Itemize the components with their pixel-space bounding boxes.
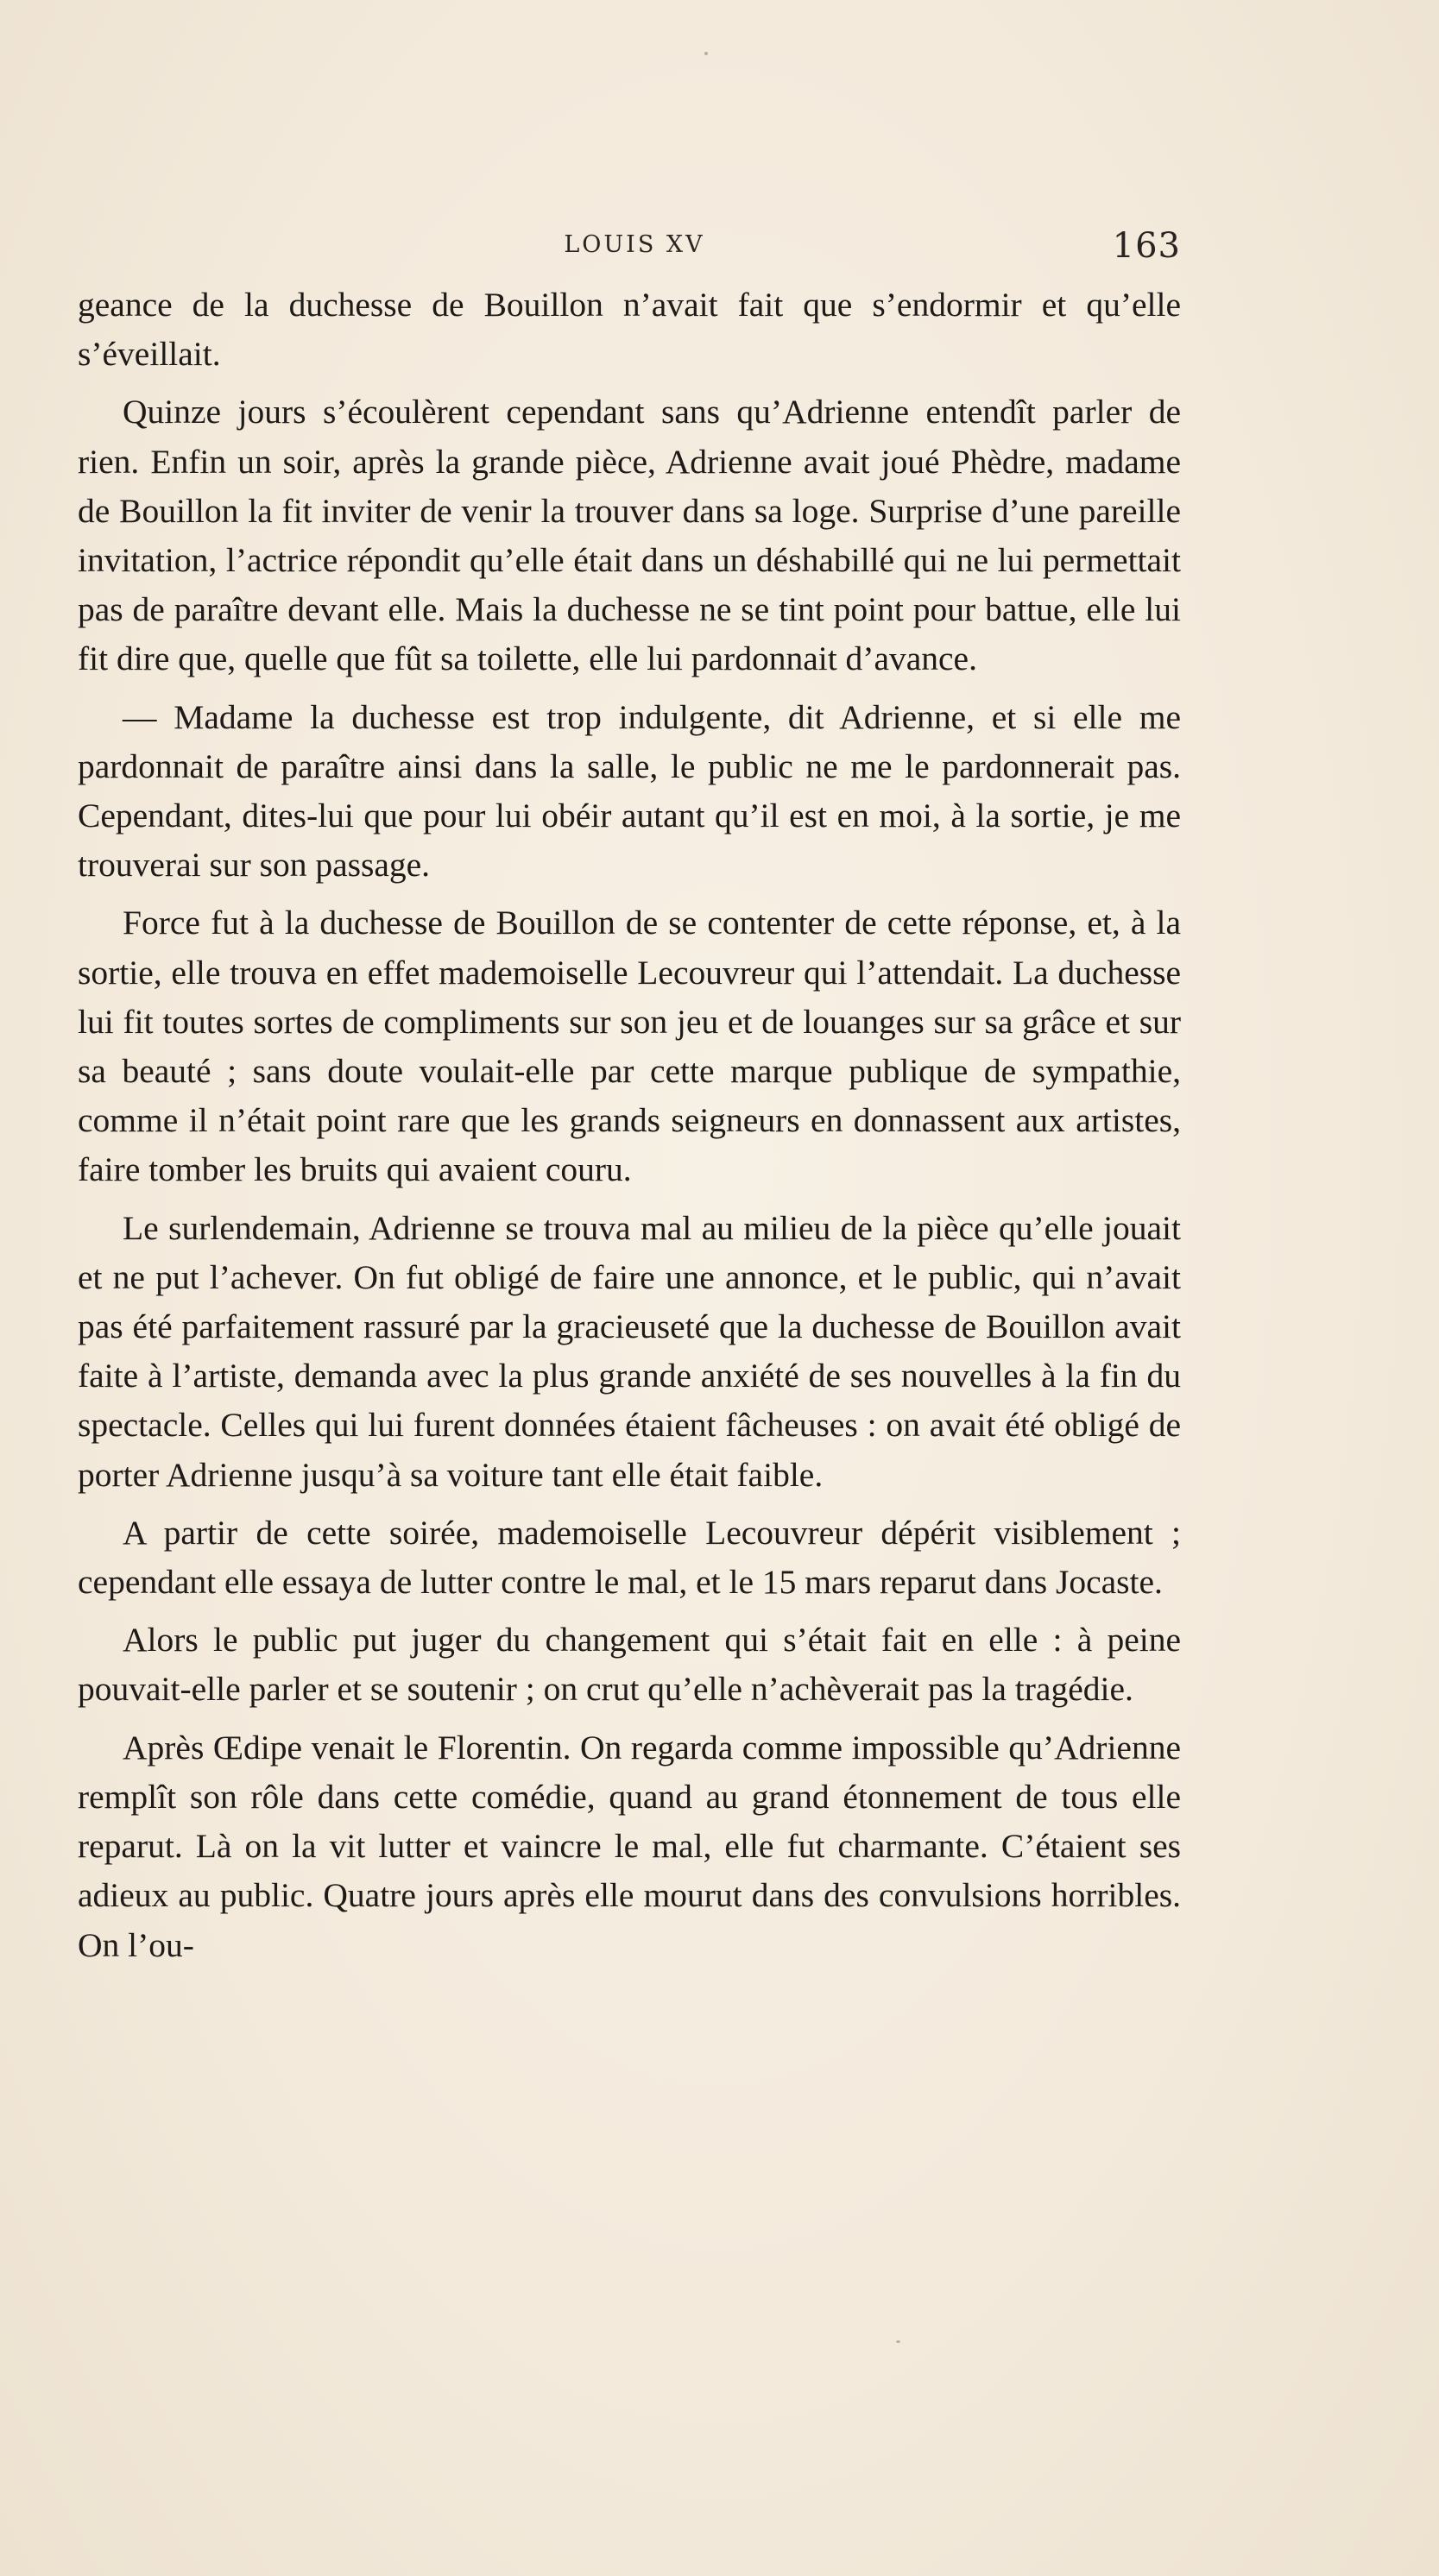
page-header — [78, 226, 1191, 269]
paragraph: Alors le public put juger du changement qui s’était fait en elle : à peine pouvait-elle parler et se soutenir ; on crut qu’elle n’achèverait pas la tragédie. — [78, 1621, 1181, 1709]
page-number: 163 — [1112, 226, 1181, 266]
paper-speck — [704, 52, 708, 55]
paragraph: Le surlendemain, Adrienne se trouva mal au milieu de la pièce qu’elle jouait et ne put l’achever. On fut obligé de faire une annonce, et le public, qui n’avait pas été parfaitement rassuré par la gracieuseté que la duchesse de Bouillon avait faite à l’artiste, demanda avec la plus grande anxiété de ses nouvelles à la fin du spectacle. Celles qui lui furent données étaient fâcheuses : on avait été obligé de porter Adrienne jusqu’à sa voiture tant elle était faible. — [78, 1208, 1181, 1494]
paragraph: Quinze jours s’écoulèrent cependant sans qu’Adrienne entendît parler de rien. Enfin un soir, après la grande pièce, Adrienne avait joué Phèdre, madame de Bouillon la fit inviter de venir la trouver dans sa loge. Surprise d’une pareille invitation, l’actrice répondit qu’elle était dans un déshabillé qui ne lui permettait pas de paraître devant elle. Mais la duchesse ne se tint point pour battue, elle lui fit dire que, quelle que fût sa toilette, elle lui pardonnait d’avance. — [78, 393, 1181, 678]
paragraph: Après Œdipe venait le Florentin. On regarda comme impossible qu’Adrienne remplît son rôle dans cette comédie, quand au grand étonnement de tous elle reparut. Là on la vit lutter et vaincre le mal, elle fut charmante. C’étaient ses adieux au public. Quatre jours après elle mourut dans des convulsions horribles. On l’ou- — [78, 1728, 1181, 1964]
paragraph: Force fut à la duchesse de Bouillon de se contenter de cette réponse, et, à la sortie, elle trouva en effet mademoiselle Lecouvreur qui l’attendait. La duchesse lui fit toutes sortes de compliments sur son jeu et de louanges sur sa grâce et sur sa beauté ; sans doute voulait-elle par cette marque publique de sympathie, comme il n’était point rare que les grands seigneurs en donnassent aux artistes, faire tomber les bruits qui avaient couru. — [78, 904, 1181, 1189]
running-head: LOUIS XV — [564, 231, 705, 258]
paragraph: — Madame la duchesse est trop indulgente, dit Adrienne, et si elle me pardonnait de paraître ainsi dans la salle, le public ne me le pardonnerait pas. Cependant, dites-lui que pour lui obéir autant qu’il est en moi, à la sortie, je me trouverai sur son passage. — [78, 697, 1181, 885]
paragraph: A partir de cette soirée, mademoiselle Lecouvreur dépérit visiblement ; cependant elle essaya de lutter contre le mal, et le 15 mars reparut dans Jocaste. — [78, 1513, 1181, 1602]
body-text — [78, 280, 1181, 1979]
paper-speck — [896, 2340, 900, 2343]
paragraph: geance de la duchesse de Bouillon n’avait fait que s’endormir et qu’elle s’éveillait. — [78, 286, 1181, 374]
